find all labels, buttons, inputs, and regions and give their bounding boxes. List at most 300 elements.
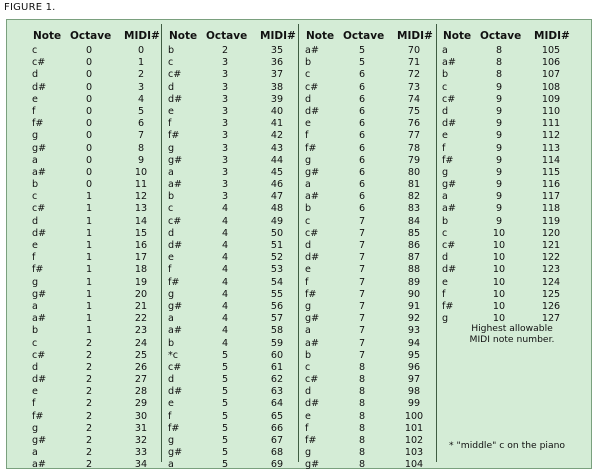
- note-cell: e: [32, 93, 38, 105]
- table-row: [165, 45, 291, 57]
- table-row: [29, 423, 155, 435]
- octave-cell: 7: [358, 288, 366, 300]
- midi-cell: 38: [270, 81, 284, 93]
- octave-cell: 2: [85, 459, 93, 471]
- note-cell: g#: [168, 300, 183, 312]
- table-row: [29, 386, 155, 398]
- octave-cell: 6: [358, 191, 366, 203]
- midi-cell: 123: [541, 264, 561, 276]
- octave-cell: 8: [358, 386, 366, 398]
- table-row: [165, 252, 291, 264]
- octave-cell: 0: [85, 179, 93, 191]
- note-cell: d: [305, 386, 312, 398]
- note-cell: c#: [442, 93, 456, 105]
- octave-cell: 9: [495, 191, 503, 203]
- table-row: [29, 398, 155, 410]
- midi-cell: 119: [541, 215, 561, 227]
- midi-cell: 105: [541, 45, 561, 56]
- note-cell: a: [168, 459, 174, 471]
- table-row: [302, 313, 428, 325]
- midi-cell: 118: [541, 203, 561, 215]
- table-row: [165, 264, 291, 276]
- midi-cell: 78: [407, 142, 421, 154]
- midi-cell: 84: [407, 215, 421, 227]
- midi-cell: 0: [137, 45, 145, 56]
- midi-cell: 37: [270, 69, 284, 81]
- octave-cell: 7: [358, 337, 366, 349]
- midi-cell: 5: [137, 105, 145, 117]
- table-row: [165, 228, 291, 240]
- octave-cell: 4: [221, 227, 229, 239]
- table-row: [165, 374, 291, 386]
- octave-cell: 1: [85, 264, 93, 276]
- octave-cell: 7: [358, 215, 366, 227]
- highest-note-line-1: Highest allowable: [471, 323, 553, 334]
- note-cell: f: [168, 410, 172, 422]
- note-cell: b: [305, 57, 312, 69]
- octave-cell: 5: [221, 398, 229, 410]
- octave-cell: 10: [492, 300, 506, 312]
- header-midi: MIDI#: [534, 30, 570, 42]
- note-cell: d#: [168, 240, 183, 251]
- table-row: [302, 69, 428, 81]
- octave-cell: 1: [85, 288, 93, 300]
- midi-cell: 63: [270, 386, 284, 398]
- table-row: [302, 325, 428, 337]
- midi-cell: 94: [407, 337, 421, 349]
- octave-cell: 5: [221, 374, 229, 386]
- octave-cell: 2: [85, 349, 93, 361]
- octave-cell: 5: [221, 459, 229, 471]
- table-row: [165, 155, 291, 167]
- column-header: [439, 30, 579, 44]
- note-cell: b: [305, 349, 312, 361]
- table-row: [439, 167, 579, 179]
- table-row: [302, 57, 428, 69]
- octave-cell: 5: [221, 447, 229, 459]
- header-octave: Octave: [343, 30, 385, 42]
- table-row: [302, 386, 428, 398]
- midi-cell: 4: [137, 93, 145, 105]
- octave-cell: 9: [495, 105, 503, 117]
- midi-cell: 15: [134, 227, 148, 239]
- midi-cell: 45: [270, 166, 284, 178]
- column-rows: [302, 45, 428, 472]
- note-cell: e: [168, 398, 174, 410]
- octave-cell: 7: [358, 300, 366, 312]
- column-rows: [439, 45, 579, 325]
- note-cell: c#: [305, 227, 319, 239]
- octave-cell: 8: [495, 57, 503, 69]
- note-cell: d#: [32, 374, 47, 386]
- octave-cell: 2: [85, 435, 93, 446]
- table-row: [165, 289, 291, 301]
- note-cell: d: [168, 227, 175, 239]
- note-cell: f: [442, 142, 446, 154]
- octave-cell: 5: [221, 349, 229, 361]
- octave-cell: 3: [221, 105, 229, 117]
- midi-cell: 83: [407, 203, 421, 215]
- octave-cell: 7: [358, 240, 366, 251]
- octave-cell: 7: [358, 276, 366, 288]
- midi-cell: 79: [407, 154, 421, 166]
- octave-cell: 8: [358, 447, 366, 459]
- midi-cell: 51: [270, 240, 284, 251]
- note-cell: a#: [442, 57, 456, 69]
- midi-cell: 75: [407, 105, 421, 117]
- midi-cell: 33: [134, 447, 148, 459]
- note-cell: f: [32, 398, 36, 410]
- octave-cell: 9: [495, 215, 503, 227]
- octave-cell: 0: [85, 154, 93, 166]
- octave-cell: 10: [492, 288, 506, 300]
- table-row: [165, 398, 291, 410]
- table-row: [302, 82, 428, 94]
- column-header: [29, 30, 160, 44]
- table-row: [29, 313, 155, 325]
- midi-cell: 11: [134, 179, 148, 191]
- midi-cell: 29: [134, 398, 148, 410]
- header-note: Note: [306, 30, 335, 42]
- table-row: [302, 459, 428, 471]
- octave-cell: 9: [495, 142, 503, 154]
- note-cell: c: [442, 227, 448, 239]
- note-cell: c#: [32, 57, 46, 69]
- octave-cell: 4: [221, 264, 229, 276]
- note-cell: f#: [32, 410, 44, 422]
- table-row: [29, 143, 155, 155]
- midi-cell: 34: [134, 459, 148, 471]
- table-row: [29, 191, 155, 203]
- table-row: [165, 435, 291, 447]
- note-cell: a#: [305, 191, 319, 203]
- note-cell: c: [32, 191, 38, 203]
- note-cell: b: [32, 179, 39, 191]
- midi-cell: 117: [541, 191, 561, 203]
- note-cell: c#: [305, 81, 319, 93]
- table-row: [165, 118, 291, 130]
- midi-cell: 32: [134, 435, 148, 446]
- octave-cell: 9: [495, 130, 503, 142]
- table-row: [302, 264, 428, 276]
- note-cell: a#: [305, 45, 319, 56]
- note-cell: a#: [168, 325, 182, 337]
- midi-cell: 12: [134, 191, 148, 203]
- octave-cell: 2: [85, 374, 93, 386]
- note-cell: *c: [168, 349, 179, 361]
- table-row: [29, 289, 155, 301]
- midi-cell: 89: [407, 276, 421, 288]
- midi-cell: 91: [407, 300, 421, 312]
- octave-cell: 3: [221, 142, 229, 154]
- note-cell: f: [442, 288, 446, 300]
- midi-cell: 82: [407, 191, 421, 203]
- midi-cell: 97: [407, 374, 421, 386]
- octave-cell: 0: [85, 130, 93, 142]
- note-cell: c#: [32, 349, 46, 361]
- note-cell: d: [305, 93, 312, 105]
- table-row: [302, 350, 428, 362]
- note-cell: e: [168, 105, 174, 117]
- table-row: [29, 374, 155, 386]
- note-cell: a: [305, 179, 311, 191]
- midi-cell: 74: [407, 93, 421, 105]
- octave-cell: 2: [85, 398, 93, 410]
- table-row: [165, 106, 291, 118]
- midi-cell: 64: [270, 398, 284, 410]
- midi-cell: 22: [134, 313, 148, 325]
- table-row: [302, 203, 428, 215]
- note-cell: g: [305, 300, 312, 312]
- table-row: [29, 447, 155, 459]
- note-cell: f: [168, 264, 172, 276]
- octave-cell: 7: [358, 264, 366, 276]
- note-cell: d: [32, 215, 39, 227]
- midi-cell: 73: [407, 81, 421, 93]
- midi-cell: 103: [404, 447, 424, 459]
- note-cell: c: [305, 69, 311, 81]
- octave-cell: 7: [358, 325, 366, 337]
- header-midi: MIDI#: [124, 30, 160, 42]
- note-cell: e: [32, 240, 38, 251]
- note-cell: f: [32, 252, 36, 264]
- octave-cell: 3: [221, 154, 229, 166]
- midi-cell: 52: [270, 252, 284, 264]
- midi-cell: 92: [407, 313, 421, 325]
- octave-cell: 5: [221, 386, 229, 398]
- note-cell: b: [32, 325, 39, 337]
- table-row: [29, 203, 155, 215]
- octave-cell: 9: [495, 154, 503, 166]
- octave-cell: 2: [85, 447, 93, 459]
- midi-cell: 76: [407, 118, 421, 130]
- note-cell: c#: [305, 374, 319, 386]
- midi-cell: 6: [137, 118, 145, 130]
- midi-cell: 115: [541, 166, 561, 178]
- midi-cell: 122: [541, 252, 561, 264]
- midi-cell: 72: [407, 69, 421, 81]
- table-row: [165, 167, 291, 179]
- octave-cell: 9: [495, 203, 503, 215]
- note-cell: d#: [442, 118, 457, 130]
- octave-cell: 1: [85, 313, 93, 325]
- octave-cell: 6: [358, 93, 366, 105]
- midi-cell: 101: [404, 422, 424, 434]
- midi-cell: 35: [270, 45, 284, 56]
- table-row: [165, 94, 291, 106]
- midi-cell: 109: [541, 93, 561, 105]
- note-cell: c#: [168, 361, 182, 373]
- octave-cell: 10: [492, 276, 506, 288]
- midi-cell: 87: [407, 252, 421, 264]
- octave-cell: 4: [221, 313, 229, 325]
- table-row: [29, 57, 155, 69]
- octave-cell: 10: [492, 313, 506, 325]
- octave-cell: 0: [85, 166, 93, 178]
- note-cell: g#: [305, 166, 320, 178]
- midi-cell: 41: [270, 118, 284, 130]
- midi-cell: 8: [137, 142, 145, 154]
- table-row: [302, 216, 428, 228]
- octave-cell: 10: [492, 240, 506, 251]
- note-cell: f: [305, 422, 309, 434]
- octave-cell: 6: [358, 130, 366, 142]
- midi-cell: 26: [134, 361, 148, 373]
- octave-cell: 3: [221, 57, 229, 69]
- octave-cell: 4: [221, 288, 229, 300]
- octave-cell: 3: [221, 191, 229, 203]
- midi-cell: 107: [541, 69, 561, 81]
- note-cell: f#: [168, 130, 180, 142]
- octave-cell: 8: [358, 398, 366, 410]
- midi-cell: 36: [270, 57, 284, 69]
- midi-cell: 90: [407, 288, 421, 300]
- table-row: [302, 289, 428, 301]
- note-cell: c#: [168, 69, 182, 81]
- midi-cell: 121: [541, 240, 561, 251]
- note-cell: a#: [305, 337, 319, 349]
- octave-cell: 0: [85, 45, 93, 56]
- note-cell: c: [305, 215, 311, 227]
- note-cell: a: [32, 154, 38, 166]
- table-row: [302, 45, 428, 57]
- octave-cell: 6: [358, 105, 366, 117]
- octave-cell: 4: [221, 276, 229, 288]
- table-row: [439, 94, 579, 106]
- midi-cell: 16: [134, 240, 148, 251]
- octave-cell: 9: [495, 166, 503, 178]
- note-cell: f#: [305, 435, 317, 446]
- table-row: [29, 167, 155, 179]
- table-row: [29, 45, 155, 57]
- note-cell: a#: [442, 203, 456, 215]
- octave-cell: 0: [85, 81, 93, 93]
- octave-cell: 3: [221, 118, 229, 130]
- note-cell: a: [168, 313, 174, 325]
- midi-cell: 19: [134, 276, 148, 288]
- midi-cell: 20: [134, 288, 148, 300]
- octave-cell: 3: [221, 130, 229, 142]
- table-row: [165, 325, 291, 337]
- note-cell: a#: [168, 179, 182, 191]
- note-cell: a: [32, 447, 38, 459]
- column-divider: [161, 24, 162, 462]
- note-cell: d#: [305, 252, 320, 264]
- midi-cell: 114: [541, 154, 561, 166]
- midi-cell: 66: [270, 422, 284, 434]
- note-cell: d#: [32, 227, 47, 239]
- table-row: [165, 301, 291, 313]
- note-cell: f: [168, 118, 172, 130]
- midi-cell: 125: [541, 288, 561, 300]
- table-row: [439, 106, 579, 118]
- table-row: [302, 240, 428, 252]
- table-row: [165, 143, 291, 155]
- octave-cell: 10: [492, 252, 506, 264]
- note-cell: g: [168, 288, 175, 300]
- table-row: [302, 338, 428, 350]
- note-cell: b: [168, 337, 175, 349]
- table-row: [302, 228, 428, 240]
- note-cell: f: [32, 105, 36, 117]
- octave-cell: 5: [358, 57, 366, 69]
- octave-cell: 2: [85, 410, 93, 422]
- table-row: [302, 118, 428, 130]
- table-row: [302, 277, 428, 289]
- header-octave: Octave: [480, 30, 522, 42]
- midi-cell: 60: [270, 349, 284, 361]
- table-row: [439, 277, 579, 289]
- note-cell: e: [168, 252, 174, 264]
- note-cell: e: [32, 386, 38, 398]
- note-cell: g: [32, 130, 39, 142]
- midi-cell: 17: [134, 252, 148, 264]
- octave-cell: 8: [358, 435, 366, 446]
- octave-cell: 4: [221, 215, 229, 227]
- table-row: [302, 179, 428, 191]
- table-row: [29, 155, 155, 167]
- table-row: [439, 203, 579, 215]
- table-row: [302, 167, 428, 179]
- note-cell: g: [168, 142, 175, 154]
- note-cell: d#: [442, 264, 457, 276]
- note-cell: a: [168, 166, 174, 178]
- table-row: [165, 179, 291, 191]
- table-row: [165, 459, 291, 471]
- table-row: [165, 313, 291, 325]
- table-row: [302, 423, 428, 435]
- note-cell: g: [305, 447, 312, 459]
- note-cell: c#: [442, 240, 456, 251]
- octave-cell: 6: [358, 81, 366, 93]
- octave-cell: 8: [358, 422, 366, 434]
- octave-cell: 7: [358, 313, 366, 325]
- octave-cell: 9: [495, 93, 503, 105]
- figure-label: FIGURE 1.: [4, 2, 56, 13]
- octave-cell: 2: [85, 337, 93, 349]
- midi-cell: 10: [134, 166, 148, 178]
- midi-cell: 48: [270, 203, 284, 215]
- note-cell: c: [168, 57, 174, 69]
- table-row: [165, 277, 291, 289]
- octave-cell: 8: [495, 45, 503, 56]
- octave-cell: 3: [221, 179, 229, 191]
- table-row: [29, 301, 155, 313]
- midi-cell: 85: [407, 227, 421, 239]
- note-cell: d#: [32, 81, 47, 93]
- header-midi: MIDI#: [397, 30, 433, 42]
- octave-cell: 1: [85, 203, 93, 215]
- octave-cell: 1: [85, 240, 93, 251]
- octave-cell: 8: [358, 361, 366, 373]
- note-cell: a#: [32, 166, 46, 178]
- note-cell: d: [32, 69, 39, 81]
- table-row: [29, 82, 155, 94]
- octave-cell: 4: [221, 300, 229, 312]
- midi-cell: 104: [404, 459, 424, 471]
- midi-cell: 106: [541, 57, 561, 69]
- midi-cell: 46: [270, 179, 284, 191]
- column-header: [165, 30, 296, 44]
- midi-cell: 81: [407, 179, 421, 191]
- midi-cell: 113: [541, 142, 561, 154]
- octave-cell: 10: [492, 227, 506, 239]
- table-row: [302, 155, 428, 167]
- midi-cell: 80: [407, 166, 421, 178]
- table-row: [302, 94, 428, 106]
- midi-cell: 96: [407, 361, 421, 373]
- midi-cell: 120: [541, 227, 561, 239]
